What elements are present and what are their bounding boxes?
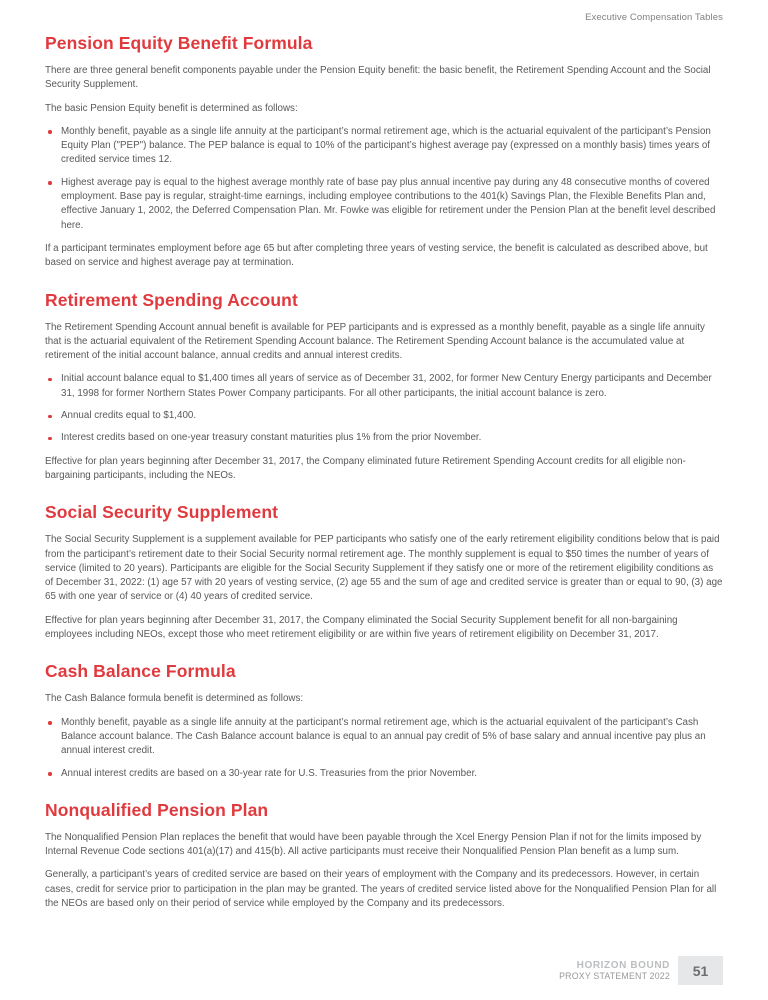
footer-brand (559, 960, 670, 981)
footer-brand-name: HORIZON BOUND (576, 960, 670, 971)
paragraph: Generally, a participant’s years of credited service are based on their years of employment with the Company and its predecessors. However, in certain cases, credit for service prior to participation in the plan may be granted. The years of credited service listed above for the Nonqualified Pension Plan for all the NEOs are based only on their period of service while employed by the Company and its predecessors. (45, 869, 717, 909)
paragraph: The Cash Balance formula benefit is determined as follows: (45, 693, 304, 705)
footer-document-title: PROXY STATEMENT 2022 (559, 971, 670, 981)
page-number: 51 (692, 962, 709, 979)
section (45, 661, 723, 780)
section (45, 800, 723, 911)
paragraph: There are three general benefit components payable under the Pension Equity benefit: the basic benefit, the Retirement Spending Account and the Social Security Supplement. (45, 65, 711, 91)
section-title: Social Security Supplement (45, 502, 279, 523)
bullet-item: Monthly benefit, payable as a single life annuity at the participant’s normal retirement age, which is the actuarial equivalent of the participant’s Pension Equity Plan ("PEP") balance. The PEP balance is equal to 10% of the participant’s highest average pay (expressed on a monthly basis) times years of credited service times 12. (45, 125, 723, 168)
section-title: Nonqualified Pension Plan (45, 799, 269, 820)
section (45, 33, 723, 271)
section (45, 502, 723, 642)
paragraph: If a participant terminates employment before age 65 but after completing three years of vesting service, the benefit is calculated as described above, but based on service and highest average pay at termination. (45, 242, 708, 269)
bullet-list (45, 125, 723, 233)
bullet-list (45, 372, 723, 445)
section-title: Retirement Spending Account (45, 289, 298, 310)
bullet-item: Initial account balance equal to $1,400 times all years of service as of December 31, 2002, for former New Century Energy participants and December 31, 1998 for former Northern States Power Company participants. For all other participants, the initial account balance is zero. (45, 372, 723, 401)
section (45, 290, 723, 484)
bullet-list (45, 716, 723, 781)
bullet-item: Monthly benefit, payable as a single life annuity at the participant’s normal retirement age, which is the actuarial equivalent of the participant’s Cash Balance account balance. The Cash Balance account balance is equal to an annual pay credit of 5% of base salary and annual incentive pay plus an annual interest credit. (45, 716, 723, 759)
paragraph: The basic Pension Equity benefit is determined as follows: (45, 102, 298, 114)
paragraph: The Retirement Spending Account annual benefit is available for PEP participants and is expressed as a monthly benefit, payable as a single life annuity that is the actuarial equivalent of the Retirement Spending Account balance. The Retirement Spending Account balance is the accumulated value at retirement of the initial account balance, annual credits and annual interest credits. (45, 321, 705, 362)
page-number-box (678, 956, 723, 985)
page-footer (559, 956, 723, 985)
bullet-item: Interest credits based on one-year treasury constant maturities plus 1% from the prior November. (45, 431, 723, 445)
section-title: Cash Balance Formula (45, 661, 236, 682)
bullet-item: Annual interest credits are based on a 30-year rate for U.S. Treasuries from the prior November. (45, 767, 723, 781)
running-header: Executive Compensation Tables (585, 12, 723, 23)
bullet-item: Annual credits equal to $1,400. (45, 409, 723, 423)
paragraph: The Nonqualified Pension Plan replaces the benefit that would have been payable through the Xcel Energy Pension Plan if not for the limits imposed by Internal Revenue Code sections 401(a)(17) and 415(b). All active participants must receive their Nonqualified Pension Plan benefit as a lump sum. (45, 831, 702, 858)
paragraph: Effective for plan years beginning after December 31, 2017, the Company eliminated future Retirement Spending Account credits for all eligible non-bargaining participants, including the NEOs. (45, 455, 686, 481)
sections (45, 33, 723, 911)
paragraph: The Social Security Supplement is a supplement available for PEP participants who satisfy one of the early retirement eligibility conditions below that is paid from the participant’s retirement date to their Social Security normal retirement age. The monthly supplement is equal to $50 times the number of years of service (limited to 20 years). Participants are eligible for the Social Security Supplement if they satisfy one or more of the retirement eligibility conditions as of December 31, 2022: (1) age 57 with 20 years of vesting service, (2) age 55 and the sum of age and credited service is greater than or equal to 90, (3) age 65 with one year of service or (4) 40 years of credited service. (45, 534, 723, 603)
section-title: Pension Equity Benefit Formula (45, 33, 313, 53)
paragraph: Effective for plan years beginning after December 31, 2017, the Company eliminated the Social Security Supplement benefit for all non-bargaining employees including NEOs, except those who meet retirement eligibility or are within five years of retirement eligibility on December 31, 2017. (45, 614, 678, 641)
bullet-item: Highest average pay is equal to the highest average monthly rate of base pay plus annual incentive pay during any 48 consecutive months of covered employment. Base pay is regular, straight-time earnings, including employee contributions to the 401(k) Savings Plan, the Flexible Benefits Plan and, effective January 1, 2002, the Deferred Compensation Plan. Mr. Fowke was eligible for retirement under the Pension Plan at the benefit level described here. (45, 176, 723, 233)
